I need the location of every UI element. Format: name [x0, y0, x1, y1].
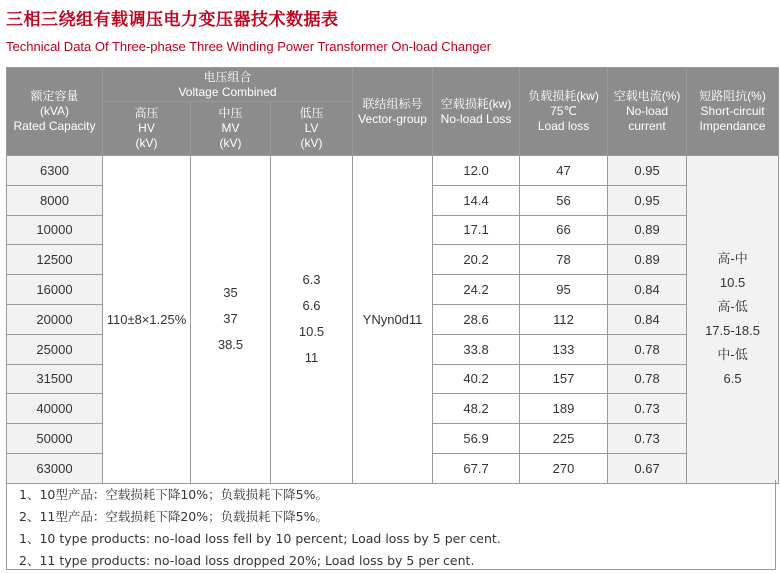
page-title-en: Technical Data Of Three-phase Three Winding Power Transformer On-load Changer	[6, 39, 492, 54]
cell-load-loss: 270	[520, 453, 608, 483]
lv-value: 11	[304, 350, 319, 366]
cell-capacity: 31500	[7, 364, 103, 394]
lv-value: 6.6	[302, 298, 321, 314]
cell-noload-current: 0.73	[608, 394, 687, 424]
cell-noload-loss: 20.2	[433, 245, 520, 275]
note-cn-2: 2、11型产品：空载损耗下降20%；负载损耗下降5%。	[19, 509, 328, 524]
cell-noload-loss: 28.6	[433, 304, 520, 334]
cell-noload-current: 0.89	[608, 215, 687, 245]
cell-load-loss: 95	[520, 275, 608, 305]
cell-noload-current: 0.78	[608, 364, 687, 394]
cell-load-loss: 225	[520, 424, 608, 454]
impedance-value: 高-低	[717, 299, 748, 315]
cell-noload-loss: 24.2	[433, 275, 520, 305]
mv-value: 38.5	[217, 337, 244, 353]
col-mv-header: 中压 MV (kV)	[191, 102, 271, 156]
cell-noload-current: 0.84	[608, 275, 687, 305]
cell-noload-loss: 48.2	[433, 394, 520, 424]
table-body	[7, 156, 779, 484]
cell-capacity: 10000	[7, 215, 103, 245]
cell-noload-loss: 12.0	[433, 156, 520, 186]
cell-noload-loss: 14.4	[433, 185, 520, 215]
cell-load-loss: 133	[520, 334, 608, 364]
lv-value: 10.5	[298, 324, 325, 340]
cell-noload-loss: 56.9	[433, 424, 520, 454]
mv-value: 37	[223, 311, 238, 327]
note-en-1: 1、10 type products: no-load loss fell by 10 percent; Load loss by 5 per cent.	[19, 531, 501, 546]
impedance-value: 中-低	[717, 347, 748, 363]
cell-lv-merged	[271, 156, 353, 484]
cell-vector-merged: YNyn0d11	[353, 156, 433, 484]
impedance-value: 10.5	[719, 275, 746, 291]
page-title-cn: 三相三绕组有载调压电力变压器技术数据表	[6, 10, 339, 30]
table-row	[7, 156, 779, 186]
cell-capacity: 63000	[7, 453, 103, 483]
mv-value: 35	[223, 285, 238, 301]
col-capacity-header: 额定容量 (kVA) Rated Capacity	[7, 68, 103, 156]
cell-load-loss: 189	[520, 394, 608, 424]
note-en-2: 2、11 type products: no-load loss dropped 20%; Load loss by 5 per cent.	[19, 553, 475, 568]
cell-noload-current: 0.73	[608, 424, 687, 454]
cell-capacity: 16000	[7, 275, 103, 305]
col-hv-header: 高压 HV (kV)	[103, 102, 191, 156]
cell-capacity: 8000	[7, 185, 103, 215]
cell-noload-current: 0.84	[608, 304, 687, 334]
cell-load-loss: 157	[520, 364, 608, 394]
col-impedance-header: 短路阻抗(%) Short-circuit Impendance	[687, 68, 779, 156]
header-row-1	[7, 68, 779, 102]
impedance-value: 17.5-18.5	[705, 323, 760, 339]
cell-noload-current: 0.67	[608, 453, 687, 483]
cell-capacity: 25000	[7, 334, 103, 364]
cell-capacity: 12500	[7, 245, 103, 275]
lv-value: 6.3	[302, 272, 321, 288]
cell-noload-loss: 67.7	[433, 453, 520, 483]
cell-noload-current: 0.78	[608, 334, 687, 364]
cell-hv-merged: 110±8×1.25%	[103, 156, 191, 484]
cell-load-loss: 47	[520, 156, 608, 186]
cell-noload-loss: 17.1	[433, 215, 520, 245]
impedance-value: 6.5	[723, 371, 742, 387]
cell-noload-current: 0.89	[608, 245, 687, 275]
cell-load-loss: 112	[520, 304, 608, 334]
cell-noload-loss: 40.2	[433, 364, 520, 394]
col-voltage-header: 电压组合 Voltage Combined	[103, 68, 353, 102]
cell-noload-current: 0.95	[608, 185, 687, 215]
col-load-loss-header: 负载损耗(kw) 75℃ Load loss	[520, 68, 608, 156]
cell-noload-loss: 33.8	[433, 334, 520, 364]
cell-capacity: 20000	[7, 304, 103, 334]
cell-capacity: 40000	[7, 394, 103, 424]
spec-table	[6, 67, 779, 484]
col-noload-current-header: 空载电流(%) No-load current	[608, 68, 687, 156]
cell-load-loss: 66	[520, 215, 608, 245]
cell-impedance-merged	[687, 156, 779, 484]
note-cn-1: 1、10型产品：空载损耗下降10%；负载损耗下降5%。	[19, 487, 328, 502]
cell-capacity: 50000	[7, 424, 103, 454]
notes-box	[6, 480, 776, 570]
col-lv-header: 低压 LV (kV)	[271, 102, 353, 156]
cell-capacity: 6300	[7, 156, 103, 186]
cell-mv-merged	[191, 156, 271, 484]
col-noload-loss-header: 空载损耗(kw) No-load Loss	[433, 68, 520, 156]
cell-load-loss: 78	[520, 245, 608, 275]
cell-load-loss: 56	[520, 185, 608, 215]
col-vector-header: 联结组标号 Vector-group	[353, 68, 433, 156]
impedance-value: 高-中	[717, 251, 748, 267]
cell-noload-current: 0.95	[608, 156, 687, 186]
